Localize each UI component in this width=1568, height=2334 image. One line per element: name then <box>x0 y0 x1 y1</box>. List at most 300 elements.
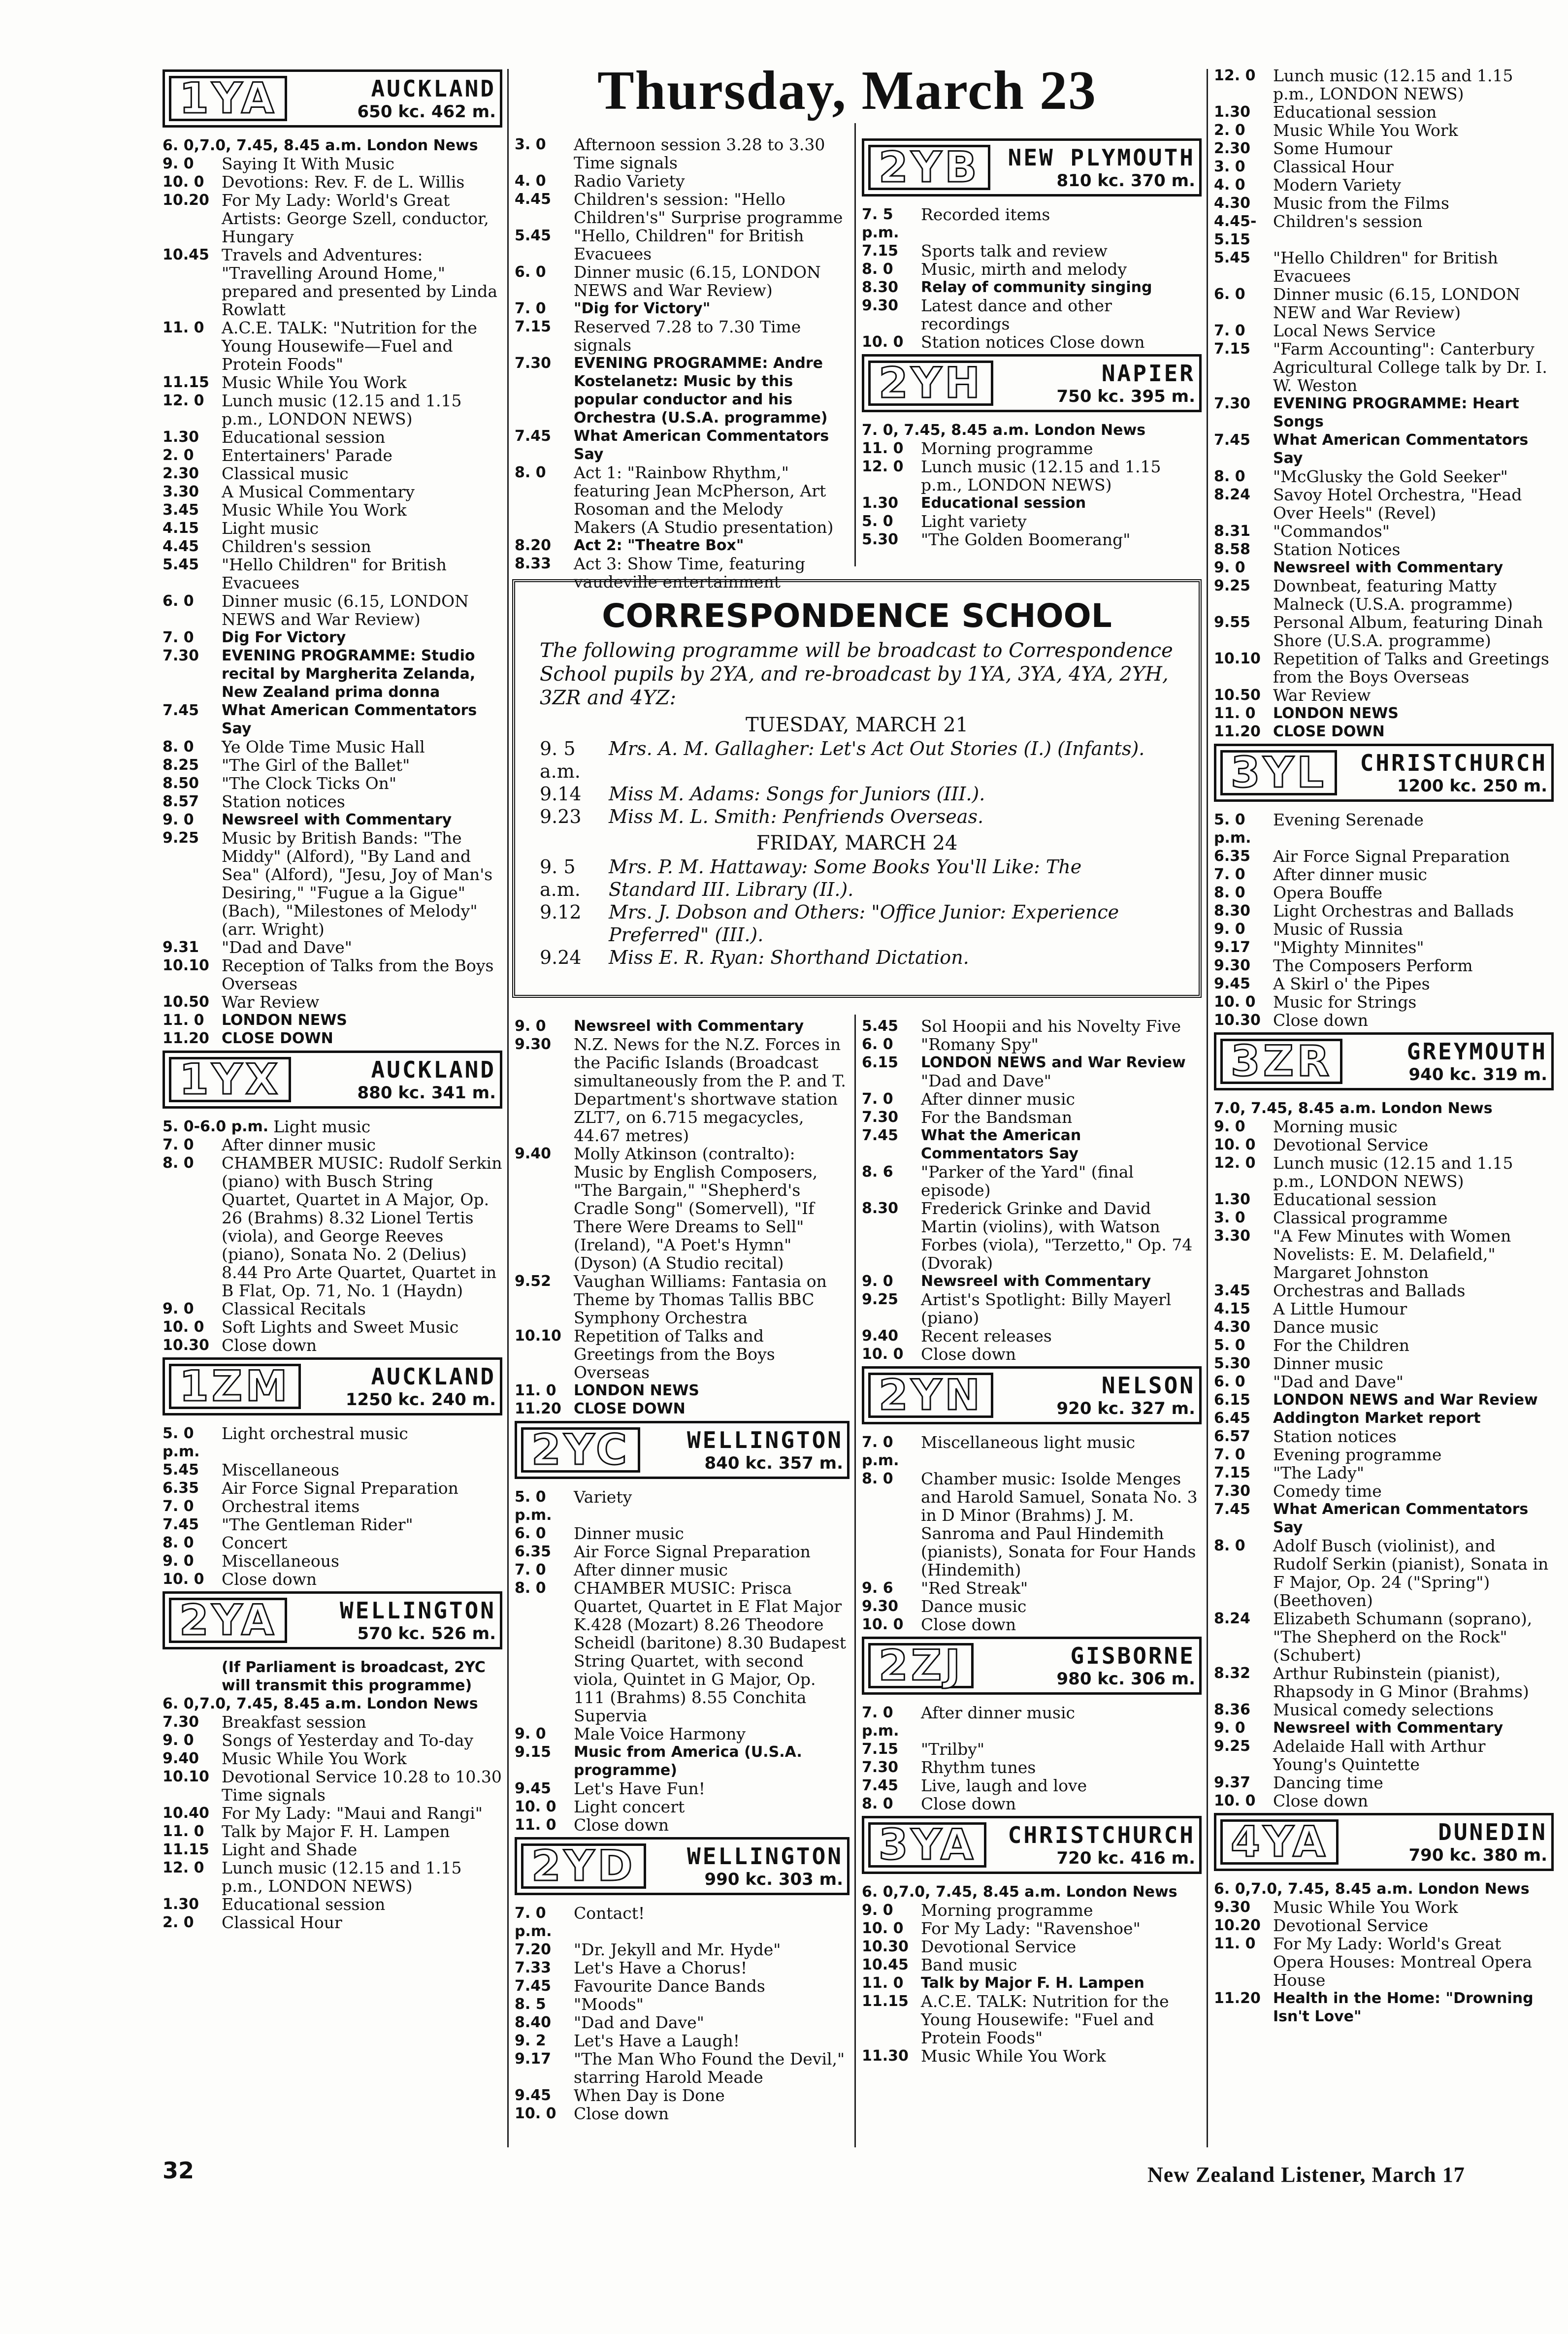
programme-description: Children's session <box>222 537 371 556</box>
programme-description: "Dr. Jekyll and Mr. Hyde" <box>574 1940 781 1959</box>
programme-description: The Composers Perform <box>1273 956 1473 975</box>
programme-description: EVENING PROGRAMME: Studio recital by Margherita Zelanda, New Zealand prima donna <box>222 647 476 701</box>
programme-entry <box>862 1758 1202 1776</box>
programme-time: 9.25 <box>862 1291 899 1308</box>
programme-time: 11.20 <box>1214 1990 1261 2007</box>
programme-description: Saying It With Music <box>222 154 395 173</box>
programme-time: 10. 0 <box>163 1571 204 1588</box>
programme-entry <box>862 1956 1202 1974</box>
programme-time: 1.30 <box>163 1896 199 1913</box>
column-3-lower <box>862 1017 1202 2065</box>
programme-time: 9.52 <box>515 1273 552 1290</box>
programme-entry <box>163 556 502 592</box>
station-header <box>862 138 1202 197</box>
programme-time: 8.40 <box>515 2014 552 2031</box>
programme-description: "The Lady" <box>1273 1463 1364 1482</box>
programme-entry <box>1214 1664 1554 1701</box>
programme-entry <box>1214 139 1554 158</box>
station-info <box>1342 1039 1547 1084</box>
programme-time: 5. 0 <box>1214 1337 1245 1354</box>
programme-time: 8. 0 <box>515 464 546 481</box>
programme-description: Air Force Signal Preparation <box>222 1479 458 1498</box>
programme-entry <box>1214 1391 1554 1409</box>
programme-entry <box>1214 1099 1554 1118</box>
programme-time: 5.30 <box>862 531 899 548</box>
programme-time: 2.30 <box>163 465 199 482</box>
station-header <box>862 1637 1202 1695</box>
programme-entry <box>163 792 502 811</box>
programme-entry <box>163 191 502 246</box>
programme-entry <box>163 1841 502 1859</box>
station-frequency: 940 kc. 319 m. <box>1408 1065 1547 1085</box>
programme-description: Opera Bouffe <box>1273 883 1382 902</box>
programme-entry <box>515 1272 849 1327</box>
programme-description: Molly Atkinson (contralto): Music by English Composers, "The Bargain," "Shepherd's Cradle Song" (Somervell), "If There Were Dreams to Sell" (Ireland), "A Poet's Hymn" (Dyson) (A Studio recital) <box>574 1144 818 1273</box>
programme-entry <box>163 774 502 792</box>
programme-time: 10.50 <box>163 993 209 1011</box>
programme-description: CLOSE DOWN <box>574 1400 686 1417</box>
programme-entry <box>163 483 502 501</box>
programme-entry <box>1214 902 1554 920</box>
programme-entry <box>1214 212 1554 249</box>
station-info <box>993 1373 1195 1418</box>
programme-description: Dinner music (6.15, LONDON NEW and War Review) <box>1273 285 1520 322</box>
programme-description: Relay of community singing <box>921 279 1152 296</box>
station-header <box>1214 1032 1554 1090</box>
programme-time <box>862 1072 921 1090</box>
programme-entry <box>515 227 849 263</box>
programme-time: 5. 0 <box>862 513 893 530</box>
programme-entry <box>1214 1792 1554 1810</box>
programme-description: London News <box>1034 422 1146 439</box>
programme-entry <box>862 458 1202 494</box>
programme-time: 7.30 <box>163 1713 199 1731</box>
page-number: 32 <box>163 2157 195 2184</box>
programme-time: 10.40 <box>163 1805 209 1822</box>
programme-entry <box>862 1199 1202 1272</box>
programme-description: Afternoon session 3.28 to 3.30 Time signals <box>574 135 825 172</box>
programme-time: 10. 0 <box>1214 1792 1256 1809</box>
programme-description: For My Lady: "Maui and Rangi" <box>222 1804 483 1823</box>
correspondence-description: Mrs. P. M. Hattaway: Some Books You'll Like: The Standard III. Library (II.). <box>609 856 1082 900</box>
programme-entry <box>1214 486 1554 522</box>
programme-entry <box>515 1779 849 1798</box>
programme-description: Newsreel with Commentary <box>1273 559 1503 576</box>
programme-time: 8. 0 <box>862 1470 893 1487</box>
programme-entry <box>1214 285 1554 322</box>
station-city: NEW PLYMOUTH <box>1008 144 1195 171</box>
programme-time: 2. 0 <box>163 447 194 464</box>
station-city: NAPIER <box>1101 360 1195 387</box>
programme-description: LONDON NEWS <box>1273 705 1399 722</box>
programme-entry <box>163 428 502 446</box>
programme-entry <box>862 242 1202 260</box>
programme-description: For My Lady: World's Great Artists: George Szell, conductor, Hungary <box>222 191 489 246</box>
programme-time: 9.17 <box>1214 939 1251 956</box>
programme-entry <box>862 2047 1202 2065</box>
programme-description: London News <box>1381 1100 1493 1117</box>
programme-time: 8. 0 <box>1214 468 1245 485</box>
programme-description: Recent releases <box>921 1326 1052 1346</box>
programme-time: 10.50 <box>1214 687 1261 704</box>
programme-entry <box>515 1798 849 1816</box>
programme-description: Orchestral items <box>222 1497 360 1516</box>
station-city: AUCKLAND <box>371 1363 496 1390</box>
correspondence-time: 9.23 <box>540 806 582 827</box>
station-header <box>1214 744 1554 802</box>
programme-time: 10. 0 <box>515 2105 556 2122</box>
programme-time: 7.45 <box>862 1777 899 1794</box>
programme-description: Close down <box>921 1345 1016 1364</box>
station-info <box>646 1843 844 1889</box>
programme-time: 2.30 <box>1214 140 1251 157</box>
programme-description: A.C.E. TALK: "Nutrition for the Young Housewife—Fuel and Protein Foods" <box>222 318 477 374</box>
programme-description: For the Bandsman <box>921 1108 1073 1127</box>
programme-entry <box>1214 158 1554 176</box>
programme-entry <box>163 1895 502 1913</box>
station-city: GISBORNE <box>1070 1643 1195 1669</box>
programme-entry <box>163 373 502 392</box>
programme-entry <box>163 1768 502 1804</box>
programme-time: 11. 0 <box>862 440 904 457</box>
programme-time: 7.45 <box>163 702 199 719</box>
programme-description: "The Gentleman Rider" <box>222 1515 413 1534</box>
programme-description: Music by British Bands: "The Middy" (Alford), "By Land and Sea" (Alford), "Jesu, Joy of Man's Desiring," "Fugue a la Gigue" (Bach), "Milestones of Melody" (arr. Wright) <box>222 828 493 939</box>
programme-time: 10. 0 <box>515 1798 556 1815</box>
programme-entry <box>163 501 502 519</box>
programme-description: Devotions: Rev. F. de L. Willis <box>222 172 465 192</box>
programme-time: 11. 0 <box>163 319 204 336</box>
programme-description: What American Commentators Say <box>1273 431 1529 467</box>
station-frequency: 720 kc. 416 m. <box>1056 1848 1195 1868</box>
programme-time: 11. 0 <box>515 1382 556 1399</box>
programme-time: 10.10 <box>163 957 209 974</box>
programme-time: 6. 0 <box>1214 1373 1245 1390</box>
programme-time: 8.36 <box>1214 1701 1251 1718</box>
programme-description: "Romany Spy" <box>921 1035 1039 1054</box>
station-header <box>515 1837 849 1895</box>
station-frequency: 810 kc. 370 m. <box>1056 171 1195 191</box>
publication-name: New Zealand Listener, March 17 <box>1147 2163 1465 2187</box>
programme-time: 9. 0 <box>1214 559 1245 576</box>
programme-description: "Dad and Dave" <box>574 2013 704 2032</box>
station-info <box>986 1822 1195 1868</box>
programme-time: 9. 0 <box>163 1552 194 1570</box>
programme-description: Miscellaneous <box>222 1551 339 1571</box>
programme-description: Music While You Work <box>222 373 407 392</box>
programme-time: 6. 0 <box>163 592 194 610</box>
programme-description: Band music <box>921 1955 1017 1974</box>
programme-description: Classical Hour <box>222 1913 342 1932</box>
programme-time: 8. 0 <box>1214 884 1245 901</box>
programme-entry <box>1214 1300 1554 1318</box>
programme-entry <box>1214 975 1554 993</box>
programme-description: Close down <box>921 1615 1016 1634</box>
programme-time: 7.0, 7.45, 8.45 a.m. <box>1214 1100 1376 1117</box>
programme-description: Dinner music <box>574 1524 684 1543</box>
programme-time: 7. 5 p.m. <box>862 206 899 241</box>
programme-entry <box>1214 1701 1554 1719</box>
programme-entry <box>515 1327 849 1381</box>
programme-time: 10. 0 <box>1214 1136 1256 1153</box>
programme-time: 1.30 <box>163 428 199 446</box>
programme-entry <box>862 1776 1202 1795</box>
programme-description: Light variety <box>921 512 1027 531</box>
programme-entry <box>1214 1610 1554 1664</box>
programme-description: Ye Olde Time Music Hall <box>222 737 425 756</box>
correspondence-item <box>540 946 1174 969</box>
programme-entry <box>515 463 849 536</box>
programme-entry <box>163 1154 502 1300</box>
station-frequency: 920 kc. 327 m. <box>1056 1399 1195 1418</box>
programme-entry <box>1214 1136 1554 1154</box>
programme-time: 7.30 <box>1214 1482 1251 1500</box>
programme-description: LONDON NEWS <box>574 1382 699 1399</box>
station-info <box>1339 1819 1547 1865</box>
programme-description: Classical music <box>222 464 349 483</box>
programme-time: 4.30 <box>1214 195 1251 212</box>
programme-time: 7.45 <box>515 427 552 445</box>
programme-description: Close down <box>222 1336 317 1355</box>
programme-description: Morning programme <box>921 439 1093 458</box>
programme-description: Children's session: "Hello Children's" Surprise programme <box>574 190 843 227</box>
programme-description: For My Lady: "Ravenshoe" <box>921 1919 1141 1938</box>
programme-entry <box>862 512 1202 530</box>
programme-description: What American Commentators Say <box>1273 1501 1529 1536</box>
programme-time: 5. 0 p.m. <box>1214 811 1251 847</box>
column-3 <box>862 135 1202 549</box>
programme-description: Educational session <box>1273 1190 1437 1209</box>
programme-time: 7.15 <box>862 1741 899 1758</box>
programme-time: 10.20 <box>1214 1917 1261 1934</box>
programme-time: 5.45 <box>862 1018 899 1035</box>
correspondence-item <box>540 901 1174 946</box>
programme-time: 10.30 <box>163 1337 209 1354</box>
programme-time: 7.30 <box>1214 395 1251 412</box>
station-callsign: 2YC <box>521 1427 640 1473</box>
programme-entry <box>1214 577 1554 613</box>
programme-time: 7.20 <box>515 1941 552 1958</box>
programme-time: 11. 0 <box>163 1012 204 1029</box>
programme-time: 9. 0 <box>1214 1719 1245 1737</box>
programme-time: 7.15 <box>1214 1464 1251 1481</box>
programme-time: 11. 0 <box>1214 705 1256 722</box>
programme-entry <box>862 1035 1202 1053</box>
programme-entry <box>1214 394 1554 431</box>
programme-entry <box>163 1497 502 1515</box>
programme-description: Act 2: "Theatre Box" <box>574 537 744 554</box>
programme-description: Songs of Yesterday and To-day <box>222 1731 474 1750</box>
programme-description: Entertainers' Parade <box>222 446 392 465</box>
programme-description: Music While You Work <box>921 2046 1106 2066</box>
programme-description: A.C.E. TALK: Nutrition for the Young Housewife: "Fuel and Protein Foods" <box>921 1992 1169 2047</box>
programme-time: 9.45 <box>515 1780 552 1797</box>
station-city: WELLINGTON <box>687 1427 843 1453</box>
programme-description: Talk by Major F. H. Lampen <box>921 1974 1144 1992</box>
station-header <box>515 1421 849 1479</box>
programme-description: Light orchestral music <box>222 1424 408 1443</box>
programme-entry <box>163 1713 502 1731</box>
programme-description: (If Parliament is broadcast, 2YC will transmit this programme) <box>222 1659 486 1694</box>
programme-entry <box>163 155 502 173</box>
programme-entry <box>862 1704 1202 1740</box>
programme-description: What American Commentators Say <box>222 702 477 737</box>
programme-entry <box>1214 650 1554 686</box>
programme-time: 4. 0 <box>515 172 546 190</box>
programme-time: 10. 0 <box>862 333 904 351</box>
station-callsign: 2YD <box>521 1843 646 1889</box>
programme-description: CLOSE DOWN <box>1273 723 1385 740</box>
programme-description: "Dad and Dave" <box>921 1071 1051 1090</box>
programme-description: Dinner music <box>1273 1354 1383 1373</box>
programme-description: Savoy Hotel Orchestra, "Head Over Heels" (Revel) <box>1273 485 1522 523</box>
programme-time: 7. 0 <box>1214 1446 1245 1463</box>
programme-description: Music for Strings <box>1273 992 1417 1012</box>
programme-description: A Musical Commentary <box>222 482 415 501</box>
programme-description: Light music <box>222 519 319 538</box>
correspondence-school-box <box>512 579 1202 998</box>
programme-entry <box>1214 920 1554 938</box>
programme-description: Personal Album, featuring Dinah Shore (U.S.A. programme) <box>1273 613 1543 650</box>
programme-time: 5.30 <box>1214 1355 1251 1372</box>
programme-entry <box>1214 1464 1554 1482</box>
programme-description: Adolf Busch (violinist), and Rudolf Serkin (pianist), Sonata in F Major, Op. 24 ("Spring") (Beethoven) <box>1273 1536 1549 1610</box>
programme-description: Orchestras and Ballads <box>1273 1281 1466 1300</box>
programme-description: Educational session <box>222 1895 386 1914</box>
programme-description: Miscellaneous light music <box>921 1433 1136 1452</box>
programme-time: 7.30 <box>515 355 552 372</box>
programme-entry <box>163 811 502 829</box>
programme-description: London News <box>366 137 478 154</box>
column-rule <box>507 69 509 2147</box>
programme-description: Devotional Service <box>1273 1135 1429 1154</box>
programme-description: London News <box>1418 1880 1530 1898</box>
programme-description: Classical Recitals <box>222 1299 366 1318</box>
station-info <box>287 1598 496 1643</box>
programme-time: 8.30 <box>1214 902 1251 920</box>
programme-entry <box>1214 1318 1554 1336</box>
programme-description: Act 3: Show Time, featuring vaudeville entertainment <box>574 554 806 592</box>
station-frequency: 840 kc. 357 m. <box>704 1453 843 1473</box>
programme-entry <box>515 1816 849 1834</box>
programme-time: 11. 0 <box>163 1823 204 1840</box>
programme-entry <box>515 1940 849 1959</box>
programme-entry <box>1214 723 1554 741</box>
programme-entry <box>862 205 1202 242</box>
programme-entry <box>1214 1427 1554 1446</box>
programme-description: Lunch music (12.15 and 1.15 p.m., LONDON NEWS) <box>1273 1153 1513 1191</box>
station-callsign: 3YL <box>1220 750 1337 795</box>
programme-description: Devotional Service <box>1273 1916 1429 1935</box>
programme-entry <box>1214 559 1554 577</box>
programme-time: 10.30 <box>1214 1012 1261 1029</box>
programme-description: Dancing time <box>1273 1773 1383 1792</box>
programme-description: CHAMBER MUSIC: Prisca Quartet, Quartet in E Flat Major K.428 (Mozart) 8.26 Theodore Scheidl (baritone) 8.30 Budapest String Quartet, with second viola, Quintet in G Major, Op. 111 (Brahms) 8.55 Conchita Supervia <box>574 1578 846 1725</box>
programme-time: 6.35 <box>163 1479 199 1497</box>
programme-description: War Review <box>1273 686 1371 705</box>
programme-description: Close down <box>574 1815 669 1835</box>
programme-entry <box>163 938 502 956</box>
correspondence-description: Miss M. L. Smith: Penfriends Overseas. <box>609 806 984 827</box>
station-callsign: 2YB <box>868 145 990 190</box>
programme-entry <box>515 2086 849 2104</box>
programme-description: Educational session <box>222 427 386 447</box>
programme-description: Music from America (U.S.A. programme) <box>574 1743 802 1779</box>
programme-description: Newsreel with Commentary <box>574 1018 804 1035</box>
programme-time: 6. 0 <box>862 1036 893 1053</box>
programme-entry <box>862 1163 1202 1199</box>
programme-entry <box>862 439 1202 458</box>
programme-time: 9.25 <box>1214 1738 1251 1755</box>
programme-time: 5. 0 p.m. <box>163 1425 200 1460</box>
programme-entry <box>1214 1446 1554 1464</box>
programme-time: 11. 0 <box>862 1974 904 1992</box>
programme-time: 12. 0 <box>1214 67 1256 84</box>
programme-entry <box>862 1090 1202 1108</box>
programme-description: Dig For Victory <box>222 629 346 646</box>
correspondence-time: 9.12 <box>540 901 582 923</box>
programme-description: Air Force Signal Preparation <box>574 1542 811 1561</box>
programme-entry <box>1214 1227 1554 1282</box>
programme-description: EVENING PROGRAMME: Heart Songs <box>1273 395 1519 430</box>
programme-description: LONDON NEWS and War Review <box>1273 1391 1538 1409</box>
programme-description: Reception of Talks from the Boys Overseas <box>222 956 494 993</box>
programme-time: 9.40 <box>862 1327 899 1345</box>
programme-description: Evening programme <box>1273 1445 1442 1464</box>
programme-time: 11.20 <box>163 1030 209 1047</box>
programme-description: Children's session <box>1273 212 1423 231</box>
column-2 <box>515 135 849 591</box>
station-city: NELSON <box>1101 1372 1195 1399</box>
programme-entry <box>1214 956 1554 975</box>
programme-entry <box>163 464 502 483</box>
programme-entry <box>862 494 1202 512</box>
programme-entry <box>163 1731 502 1749</box>
programme-description: Variety <box>574 1487 632 1507</box>
programme-entry <box>515 1543 849 1561</box>
programme-time: 7. 0 <box>1214 322 1245 339</box>
programme-description: Repetition of Talks and Greetings from the Boys Overseas <box>574 1326 775 1382</box>
programme-description: When Day is Done <box>574 2086 725 2105</box>
programme-time: 9.55 <box>1214 614 1251 631</box>
programme-entry <box>163 136 502 155</box>
correspondence-item <box>540 855 1174 901</box>
programme-description: Music While You Work <box>222 500 407 520</box>
programme-description: Lunch music (12.15 and 1.15 p.m., LONDON NEWS) <box>222 1858 462 1896</box>
programme-entry <box>1214 66 1554 103</box>
programme-time: 6. 0,7.0, 7.45, 8.45 a.m. <box>1214 1880 1413 1898</box>
programme-time: 3.45 <box>1214 1282 1251 1299</box>
programme-entry <box>163 1658 502 1695</box>
programme-description: "The Girl of the Ballet" <box>222 756 410 775</box>
programme-entry <box>1214 1737 1554 1774</box>
programme-description: N.Z. News for the N.Z. Forces in the Pacific Islands (Broadcast simultaneously from the P. and T. Department's shortwave station ZLT7, on 6.715 megacycles, 44.67 metres) <box>574 1035 846 1145</box>
programme-time: 7. 0 p.m. <box>862 1434 899 1469</box>
correspondence-description: Miss E. R. Ryan: Shorthand Dictation. <box>609 947 969 968</box>
programme-time: 9.30 <box>1214 957 1251 974</box>
programme-description: Adelaide Hall with Arthur Young's Quintette <box>1273 1737 1486 1774</box>
programme-time: 11.20 <box>515 1400 561 1417</box>
station-info <box>291 1057 496 1102</box>
programme-entry <box>163 1695 502 1713</box>
programme-entry <box>515 1977 849 1995</box>
programme-entry <box>862 333 1202 351</box>
programme-entry <box>163 1136 502 1154</box>
programme-entry <box>515 1524 849 1543</box>
station-callsign: 2YN <box>868 1373 993 1418</box>
programme-description: Breakfast session <box>222 1712 366 1732</box>
station-header <box>163 1357 502 1415</box>
